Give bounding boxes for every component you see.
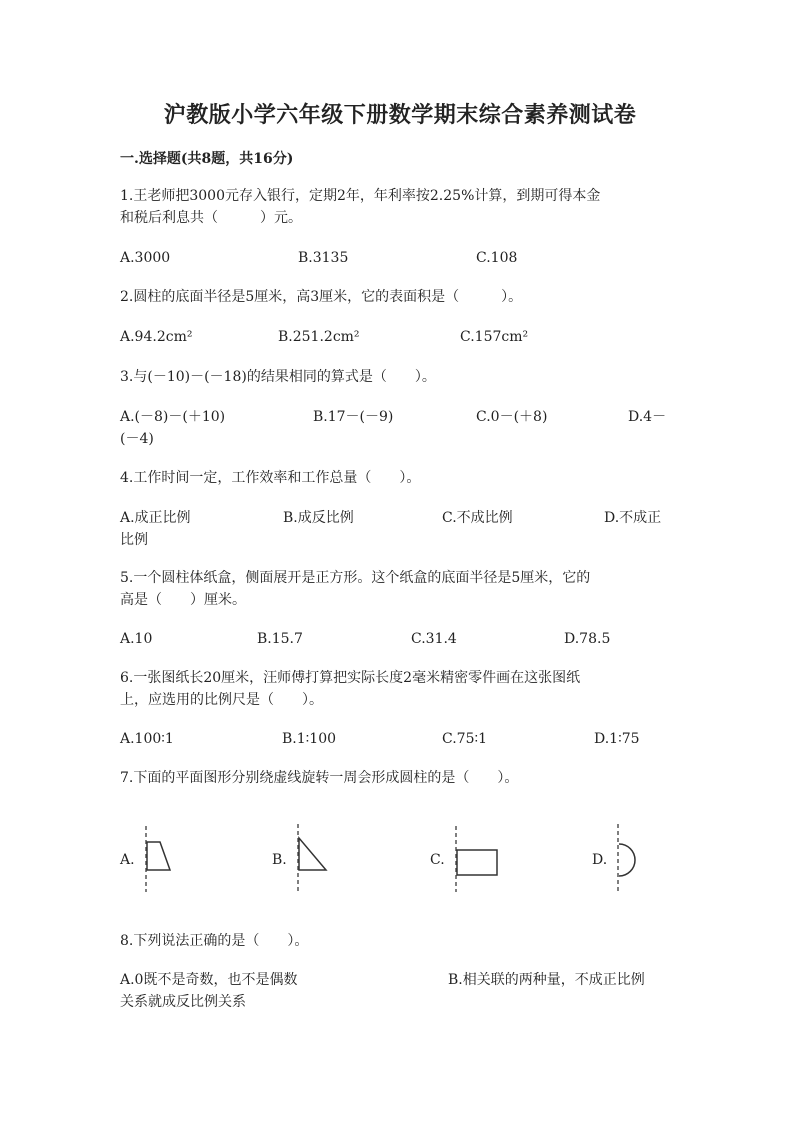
question-6-line-2: 上，应选用的比例尺是（ ）。: [120, 692, 323, 708]
question-7: [120, 767, 680, 789]
question-7-figures: [120, 822, 680, 898]
option-d[interactable]: D.78.5: [564, 631, 611, 647]
rectangle-figure: [446, 822, 506, 898]
question-8-options: [120, 969, 680, 991]
option-a[interactable]: A.3000: [120, 250, 171, 266]
question-6: [120, 667, 680, 711]
option-c[interactable]: C.31.4: [411, 631, 457, 647]
option-a[interactable]: A.100∶1: [120, 731, 174, 747]
question-3-option-d-continued: (－4): [120, 431, 154, 447]
figure-option-b[interactable]: [272, 822, 342, 898]
question-5-line-2: 高是（ ）厘米。: [120, 592, 246, 608]
figure-d-label: D.: [592, 852, 608, 868]
question-1-line-1: 1.王老师把3000元存入银行，定期2年，年利率按2.25%计算，到期可得本金: [120, 188, 601, 204]
question-4-options: [120, 507, 680, 529]
option-d[interactable]: D.1∶75: [594, 731, 640, 747]
section-heading: 一.选择题(共8题，共16分): [120, 151, 294, 167]
option-c[interactable]: C.不成比例: [442, 510, 513, 526]
question-2-options: [120, 326, 680, 348]
question-6-options: [120, 728, 680, 750]
question-6-line-1: 6.一张图纸长20厘米，汪师傅打算把实际长度2毫米精密零件画在这张图纸: [120, 670, 581, 686]
question-1: [120, 185, 680, 229]
question-2-line-1: 2.圆柱的底面半径是5厘米，高3厘米，它的表面积是（ ）。: [120, 289, 523, 305]
question-1-line-2: 和税后利息共（ ）元。: [120, 210, 302, 226]
question-2: [120, 286, 680, 308]
option-c[interactable]: C.108: [476, 250, 518, 266]
trapezoid-figure: [138, 822, 198, 898]
question-5-options: [120, 628, 680, 650]
option-b[interactable]: B.相关联的两种量，不成正比例: [448, 972, 645, 988]
question-3-options: [120, 406, 680, 428]
option-c[interactable]: C.75∶1: [442, 731, 488, 747]
figure-c-label: C.: [430, 852, 445, 868]
option-d[interactable]: D.不成正: [604, 510, 662, 526]
page-title: 沪教版小学六年级下册数学期末综合素养测试卷: [163, 102, 637, 128]
question-8-line-1: 8.下列说法正确的是（ ）。: [120, 933, 309, 949]
question-4-line-1: 4.工作时间一定，工作效率和工作总量（ ）。: [120, 470, 421, 486]
option-d[interactable]: D.4－: [628, 409, 667, 425]
option-b[interactable]: B.成反比例: [283, 510, 354, 526]
option-a[interactable]: A.94.2cm²: [120, 329, 193, 345]
question-5: [120, 567, 680, 611]
question-3-line-1: 3.与(－10)－(－18)的结果相同的算式是（ ）。: [120, 369, 436, 385]
option-b[interactable]: B.3135: [298, 250, 349, 266]
option-a[interactable]: A.10: [120, 631, 153, 647]
figure-option-d[interactable]: [592, 822, 662, 898]
triangle-figure: [290, 822, 350, 898]
question-8: [120, 930, 680, 952]
figure-option-c[interactable]: [430, 822, 500, 898]
figure-b-label: B.: [272, 852, 287, 868]
figure-a-label: A.: [120, 852, 135, 868]
question-4: [120, 467, 680, 489]
option-b[interactable]: B.17－(－9): [313, 409, 394, 425]
option-b[interactable]: B.15.7: [257, 631, 303, 647]
option-a[interactable]: A.0既不是奇数，也不是偶数: [120, 972, 298, 988]
figure-option-a[interactable]: [120, 822, 190, 898]
option-a[interactable]: A.(－8)－(＋10): [120, 409, 226, 425]
question-3: [120, 366, 680, 388]
option-a[interactable]: A.成正比例: [120, 510, 191, 526]
question-5-line-1: 5.一个圆柱体纸盒，侧面展开是正方形。这个纸盒的底面半径是5厘米，它的: [120, 570, 591, 586]
option-b[interactable]: B.251.2cm²: [278, 329, 360, 345]
question-4-option-d-continued: 比例: [120, 532, 148, 548]
option-c[interactable]: C.0－(＋8): [476, 409, 548, 425]
option-b[interactable]: B.1∶100: [282, 731, 337, 747]
semicircle-figure: [608, 822, 668, 898]
option-c[interactable]: C.157cm²: [460, 329, 529, 345]
question-7-line-1: 7.下面的平面图形分别绕虚线旋转一周会形成圆柱的是（ ）。: [120, 770, 519, 786]
question-1-options: [120, 247, 680, 269]
question-8-option-b-continued: 关系就成反比例关系: [120, 994, 246, 1010]
